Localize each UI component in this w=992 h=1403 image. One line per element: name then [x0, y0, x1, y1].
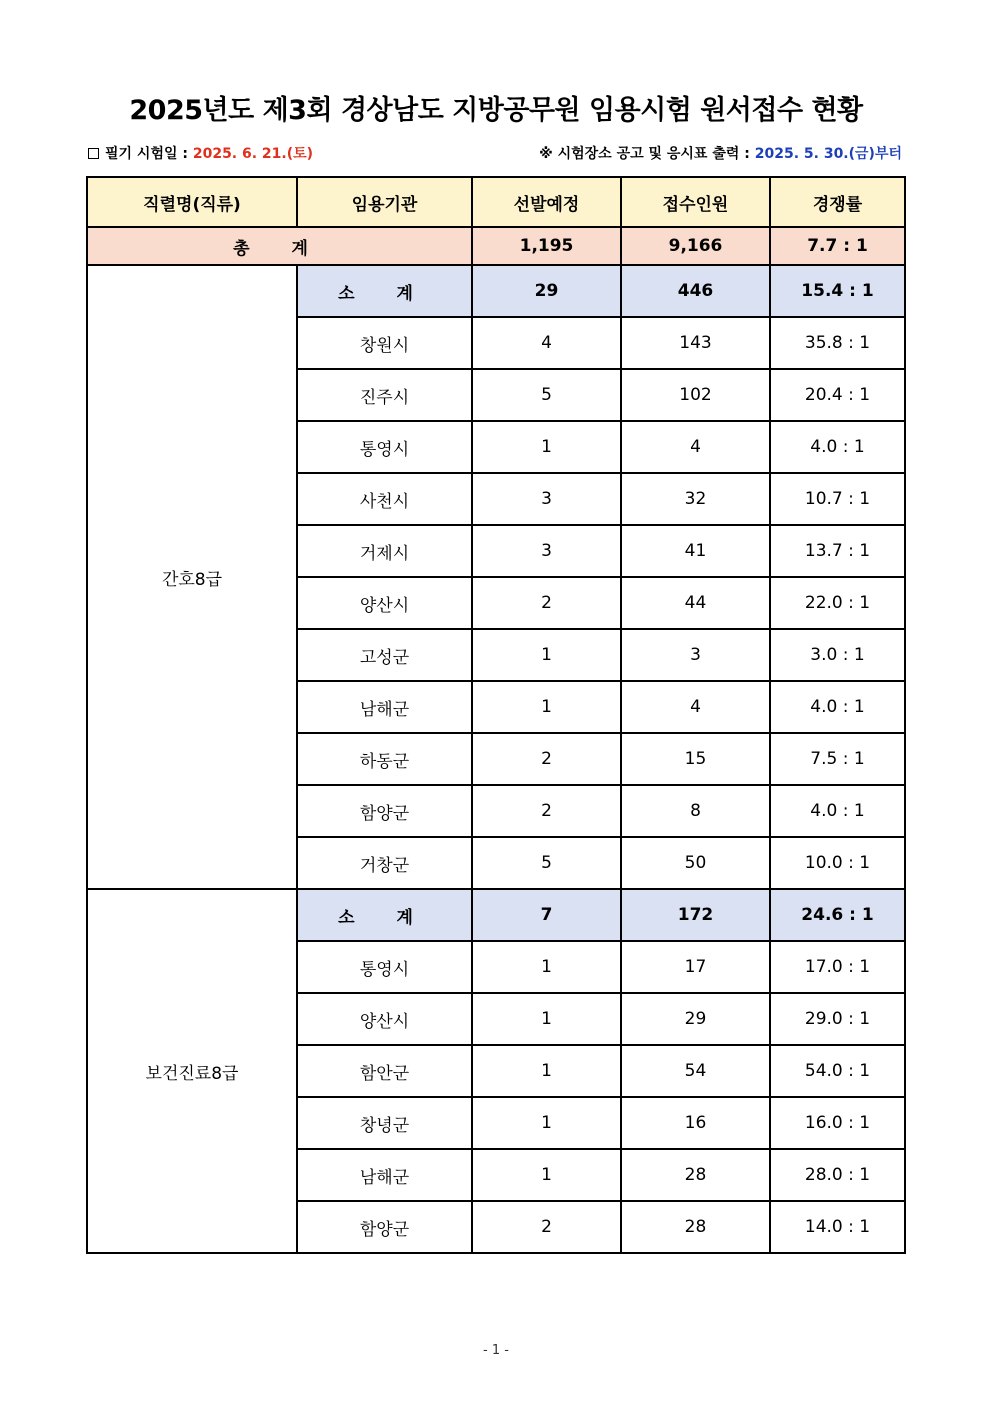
ratio-cell: 4.0 : 1	[770, 681, 905, 733]
checkbox-square-icon	[88, 148, 99, 159]
page-title: 2025년도 제3회 경상남도 지방공무원 임용시험 원서접수 현황	[129, 95, 863, 126]
planned-cell: 2	[472, 577, 621, 629]
planned-cell: 1	[472, 1045, 621, 1097]
applicants-cell: 28	[621, 1201, 770, 1253]
agency-cell: 거제시	[297, 525, 472, 577]
applicants-cell: 32	[621, 473, 770, 525]
agency-cell: 남해군	[297, 1149, 472, 1201]
planned-cell: 2	[472, 785, 621, 837]
total-planned: 1,195	[472, 227, 621, 265]
subtotal-label: 소 계	[297, 889, 472, 941]
header-cell: 접수인원	[621, 177, 770, 227]
application-status-table	[86, 176, 906, 1254]
category-cell: 보건진료8급	[87, 889, 297, 1253]
agency-cell: 양산시	[297, 993, 472, 1045]
planned-cell: 1	[472, 941, 621, 993]
planned-cell: 1	[472, 1149, 621, 1201]
ratio-cell: 10.7 : 1	[770, 473, 905, 525]
agency-cell: 통영시	[297, 421, 472, 473]
info-line	[88, 143, 902, 163]
planned-cell: 2	[472, 1201, 621, 1253]
agency-cell: 남해군	[297, 681, 472, 733]
agency-cell: 함안군	[297, 1045, 472, 1097]
notice-value: 2025. 5. 30.(금)부터	[754, 146, 902, 162]
planned-cell: 1	[472, 421, 621, 473]
agency-cell: 거창군	[297, 837, 472, 889]
category-cell: 간호8급	[87, 265, 297, 889]
table-header-row	[87, 177, 905, 227]
planned-cell: 3	[472, 525, 621, 577]
exam-date-value: 2025. 6. 21.(토)	[192, 146, 314, 162]
applicants-cell: 4	[621, 421, 770, 473]
applicants-cell: 41	[621, 525, 770, 577]
agency-cell: 진주시	[297, 369, 472, 421]
applicants-cell: 29	[621, 993, 770, 1045]
agency-cell: 함양군	[297, 1201, 472, 1253]
ratio-cell: 4.0 : 1	[770, 785, 905, 837]
ratio-cell: 29.0 : 1	[770, 993, 905, 1045]
subtotal-applicants: 446	[621, 265, 770, 317]
planned-cell: 4	[472, 317, 621, 369]
ratio-cell: 7.5 : 1	[770, 733, 905, 785]
applicants-cell: 17	[621, 941, 770, 993]
subtotal-planned: 7	[472, 889, 621, 941]
planned-cell: 1	[472, 681, 621, 733]
total-row	[87, 227, 905, 265]
planned-cell: 5	[472, 369, 621, 421]
applicants-cell: 102	[621, 369, 770, 421]
applicants-cell: 28	[621, 1149, 770, 1201]
ratio-cell: 16.0 : 1	[770, 1097, 905, 1149]
ratio-cell: 14.0 : 1	[770, 1201, 905, 1253]
subtotal-applicants: 172	[621, 889, 770, 941]
ratio-cell: 10.0 : 1	[770, 837, 905, 889]
notice	[539, 143, 902, 163]
applicants-cell: 44	[621, 577, 770, 629]
header-cell: 경쟁률	[770, 177, 905, 227]
applicants-cell: 15	[621, 733, 770, 785]
applicants-cell: 16	[621, 1097, 770, 1149]
page-number: - 1 -	[483, 1343, 509, 1358]
agency-cell: 고성군	[297, 629, 472, 681]
ratio-cell: 28.0 : 1	[770, 1149, 905, 1201]
exam-date	[88, 143, 313, 163]
planned-cell: 1	[472, 1097, 621, 1149]
subtotal-row	[87, 265, 905, 317]
applicants-cell: 143	[621, 317, 770, 369]
subtotal-ratio: 15.4 : 1	[770, 265, 905, 317]
ratio-cell: 54.0 : 1	[770, 1045, 905, 1097]
subtotal-row	[87, 889, 905, 941]
ratio-cell: 22.0 : 1	[770, 577, 905, 629]
header-cell: 임용기관	[297, 177, 472, 227]
planned-cell: 1	[472, 993, 621, 1045]
ratio-cell: 4.0 : 1	[770, 421, 905, 473]
planned-cell: 3	[472, 473, 621, 525]
ratio-cell: 3.0 : 1	[770, 629, 905, 681]
subtotal-ratio: 24.6 : 1	[770, 889, 905, 941]
applicants-cell: 8	[621, 785, 770, 837]
subtotal-label: 소 계	[297, 265, 472, 317]
agency-cell: 양산시	[297, 577, 472, 629]
agency-cell: 창원시	[297, 317, 472, 369]
total-applicants: 9,166	[621, 227, 770, 265]
applicants-cell: 50	[621, 837, 770, 889]
agency-cell: 함양군	[297, 785, 472, 837]
applicants-cell: 3	[621, 629, 770, 681]
ratio-cell: 13.7 : 1	[770, 525, 905, 577]
agency-cell: 통영시	[297, 941, 472, 993]
notice-label: ※ 시험장소 공고 및 응시표 출력 :	[539, 146, 755, 162]
agency-cell: 창녕군	[297, 1097, 472, 1149]
total-ratio: 7.7 : 1	[770, 227, 905, 265]
applicants-cell: 4	[621, 681, 770, 733]
exam-date-label: 필기 시험일 :	[105, 146, 193, 162]
header-cell: 선발예정	[472, 177, 621, 227]
planned-cell: 2	[472, 733, 621, 785]
ratio-cell: 17.0 : 1	[770, 941, 905, 993]
applicants-cell: 54	[621, 1045, 770, 1097]
ratio-cell: 20.4 : 1	[770, 369, 905, 421]
header-cell: 직렬명(직류)	[87, 177, 297, 227]
agency-cell: 하동군	[297, 733, 472, 785]
subtotal-planned: 29	[472, 265, 621, 317]
agency-cell: 사천시	[297, 473, 472, 525]
planned-cell: 5	[472, 837, 621, 889]
ratio-cell: 35.8 : 1	[770, 317, 905, 369]
total-label: 총 계	[87, 227, 472, 265]
planned-cell: 1	[472, 629, 621, 681]
